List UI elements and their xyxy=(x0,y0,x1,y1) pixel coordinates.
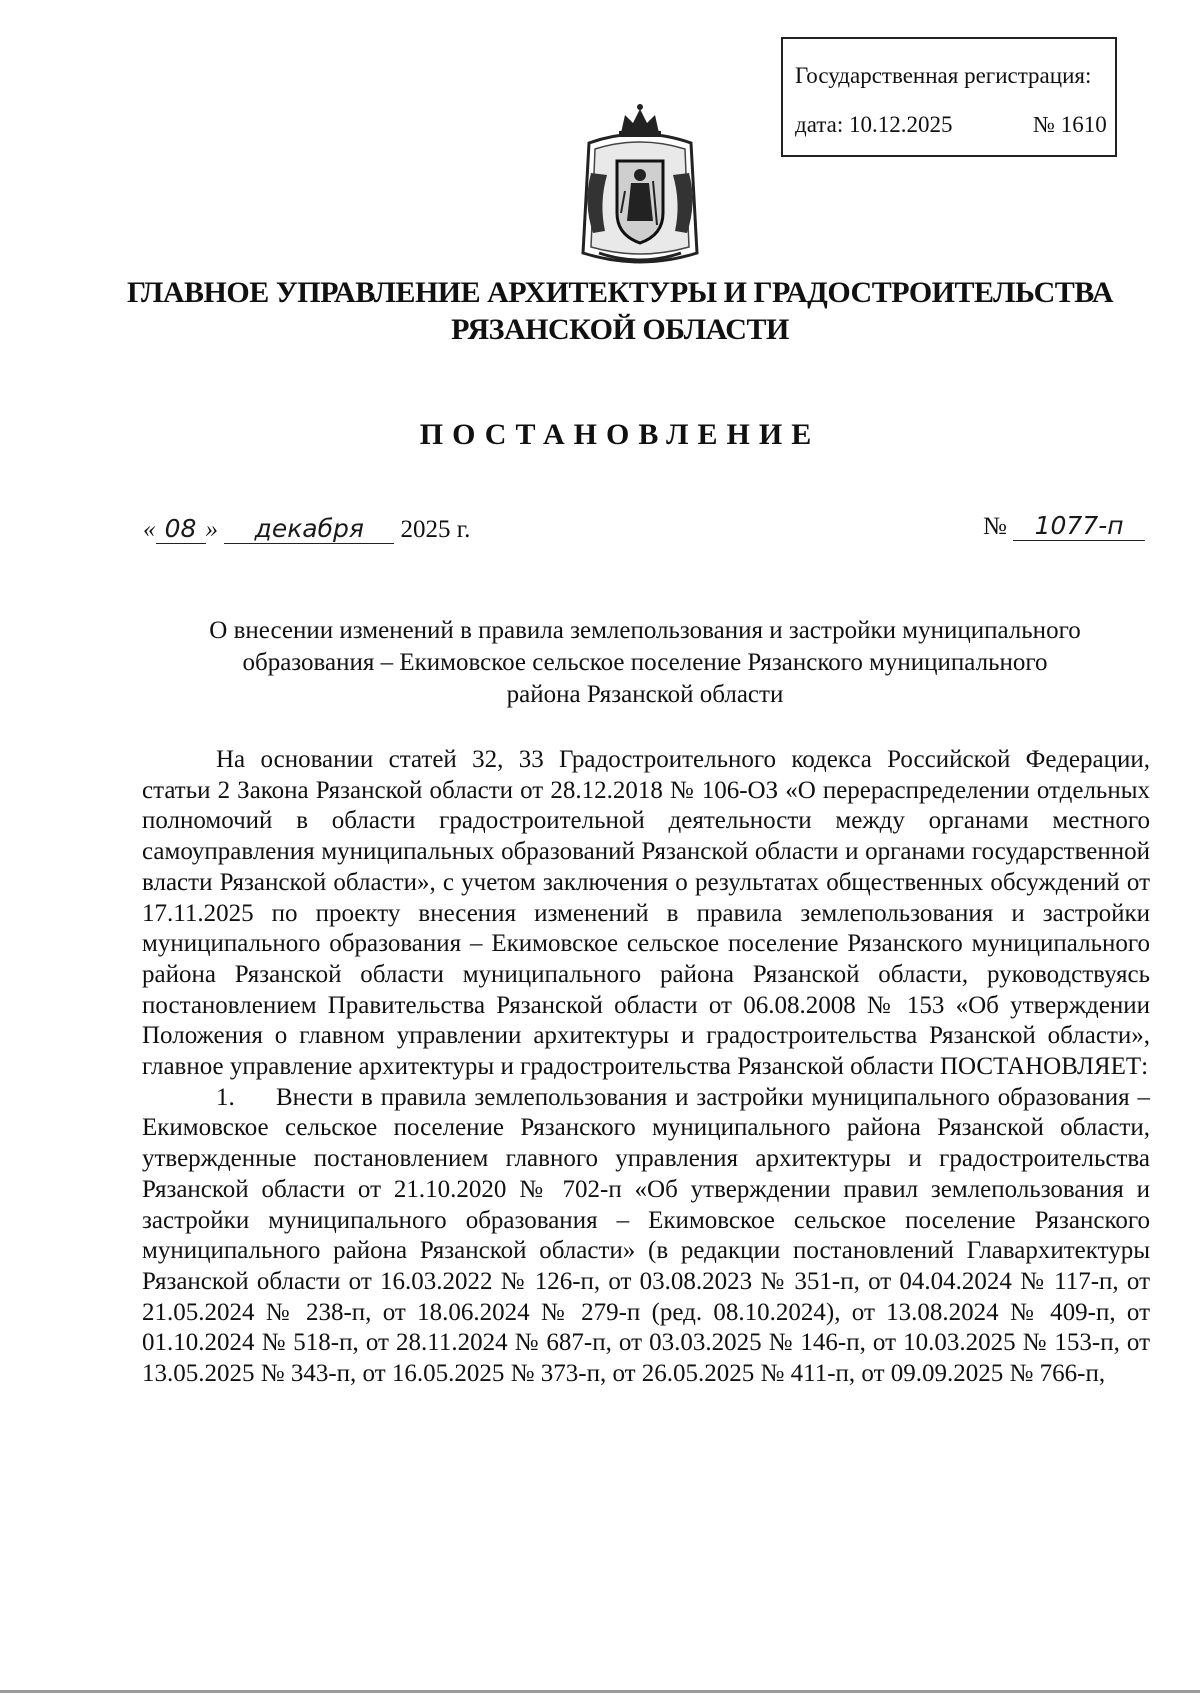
coat-of-arms-icon xyxy=(569,103,711,273)
preamble-paragraph: На основании статей 32, 33 Градостроительного кодекса Российской Федерации, статьи 2 Закона Рязанской области от 28.12.2018 № 106-ОЗ «О перераспределении отдельных полномочий в области градостроительной деятельности между органами местного самоуправления муниципальных образований Рязанской области и органами государственной власти Рязанской области», с учетом заключения о результатах общественных обсуждений от 17.11.2025 по проекту внесения изменений в правила землепользования и застройки муниципального образования – Екимовское сельское поселение Рязанского муниципального района Рязанской области муниципального района Рязанской области, руководствуясь постановлением Правительства Рязанской области от 06.08.2008 № 153 «Об утверждении Положения о главном управлении архитектуры и градостроительства Рязанской области», главное управление архитектуры и градостроительства Рязанской области ПОСТАНОВЛЯЕТ: xyxy=(142,746,1150,1081)
decree-year: 2025 г. xyxy=(400,516,471,543)
registration-number: № 1610 xyxy=(1033,112,1107,137)
registration-date: дата: 10.12.2025 xyxy=(795,112,953,137)
organization-title-line1: ГЛАВНОЕ УПРАВЛЕНИЕ АРХИТЕКТУРЫ И ГРАДОСТРОИТЕЛЬСТВА xyxy=(126,276,1114,309)
subject-line1: О внесении изменений в правила землепользования и застройки муниципального xyxy=(209,617,1081,644)
number-sign: № xyxy=(983,513,1007,540)
handwritten-day: 08 xyxy=(156,515,206,544)
subject-line3: района Рязанской области xyxy=(506,681,784,708)
registration-title: Государственная регистрация: xyxy=(795,63,1092,88)
item-1-paragraph xyxy=(142,1083,1150,1390)
handwritten-number: 1077-п xyxy=(1013,512,1145,541)
subject-line2: образования – Екимовское сельское поселение Рязанского муниципального xyxy=(242,649,1048,676)
item-1-text: Внести в правила землепользования и застройки муниципального образования – Екимовское сельское поселение Рязанского муниципального района Рязанской области, утвержденные постановлением главного управления архитектуры и градостроительства Рязанской области от 21.10.2020 № 702-п «Об утверждении правил землепользования и застройки муниципального образования – Екимовское сельское поселение Рязанского муниципального района Рязанской области» (в редакции постановлений Главархитектуры Рязанской области от 16.03.2022 № 126-п, от 03.08.2023 № 351-п, от 04.04.2024 № 117-п, от 21.05.2024 № 238-п, от 18.06.2024 № 279-п (ред. 08.10.2024), от 13.08.2024 № 409-п, от 01.10.2024 № 518-п, от 28.11.2024 № 687-п, от 03.03.2025 № 146-п, от 10.03.2025 № 153-п, от 13.05.2025 № 343-п, от 16.05.2025 № 373-п, от 26.05.2025 № 411-п, от 09.09.2025 № 766-п, xyxy=(142,1083,1150,1388)
decree-number xyxy=(983,512,1145,541)
page-bottom-edge xyxy=(0,1690,1200,1693)
handwritten-month: декабря xyxy=(224,515,394,544)
date-quote-close: » xyxy=(205,516,218,543)
registration-stamp xyxy=(781,37,1117,157)
document-type: ПОСТАНОВЛЕНИЕ xyxy=(419,418,821,451)
date-quote-open: « xyxy=(143,516,156,543)
document-subject xyxy=(140,615,1150,711)
organization-title-line2: РЯЗАНСКОЙ ОБЛАСТИ xyxy=(451,313,789,346)
document-body xyxy=(142,745,1150,1390)
item-1-number: 1. xyxy=(216,1083,235,1111)
organization-title xyxy=(120,274,1120,348)
decree-date xyxy=(143,515,470,544)
